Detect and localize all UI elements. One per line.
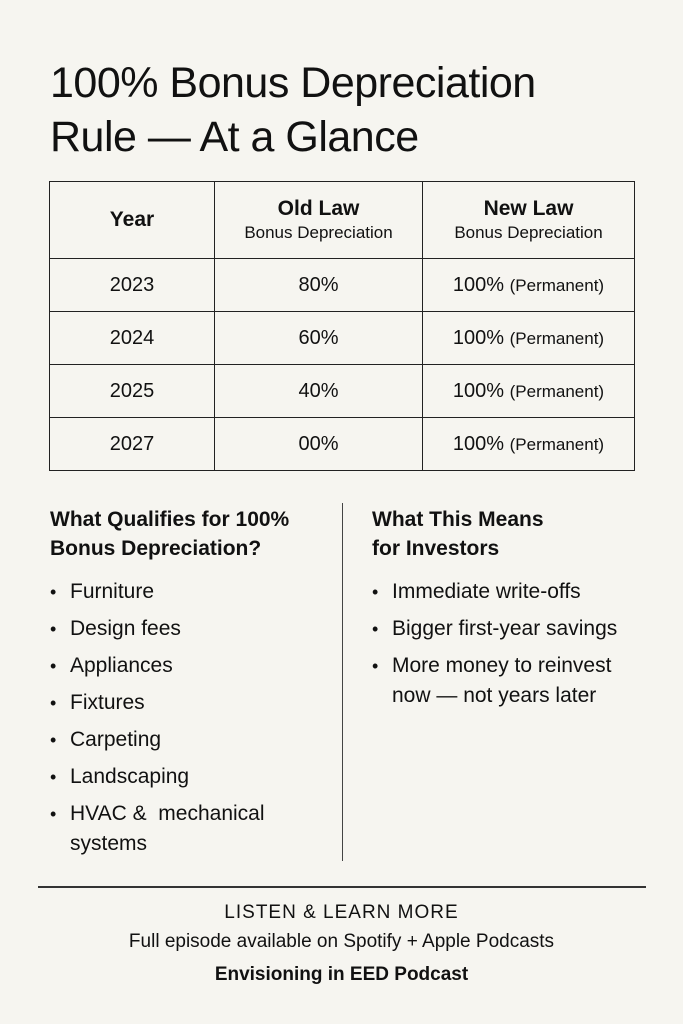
list-item: • Furniture	[50, 577, 335, 607]
list-item: • Design fees	[50, 614, 335, 644]
investors-title: What This Means for Investors	[372, 508, 544, 560]
title-line-2: Rule — At a Glance	[50, 113, 419, 161]
header-old-law	[215, 182, 423, 259]
cell-year: 2025	[50, 365, 215, 418]
cell-old: 60%	[215, 312, 423, 365]
cell-new: 100% (Permanent)	[423, 365, 635, 418]
footer-cta: LISTEN & LEARN MORE	[224, 902, 459, 923]
page-title	[50, 56, 650, 164]
header-old-sub: Bonus Depreciation	[244, 223, 393, 242]
table-row	[50, 418, 635, 471]
table-row	[50, 365, 635, 418]
list-item: • Landscaping	[50, 762, 335, 792]
cell-year: 2027	[50, 418, 215, 471]
list-item: • Carpeting	[50, 725, 335, 755]
cell-old: 00%	[215, 418, 423, 471]
title-line-1: 100% Bonus Depreciation	[50, 59, 536, 107]
column-divider	[342, 503, 343, 861]
qualifies-section	[50, 505, 335, 866]
footer-availability: Full episode available on Spotify + Apple Podcasts	[128, 931, 555, 952]
footer-divider	[38, 886, 646, 888]
header-new-main: New Law	[483, 197, 574, 220]
cell-old: 80%	[215, 259, 423, 312]
qualifies-list	[50, 577, 335, 859]
cell-year: 2023	[50, 259, 215, 312]
list-item: • Appliances	[50, 651, 335, 681]
list-item: • Immediate write-offs	[372, 577, 662, 607]
investors-section	[372, 505, 662, 718]
list-item: • HVAC & mechanical systems	[50, 799, 335, 859]
list-item: • Bigger first-year savings	[372, 614, 662, 644]
investors-list	[372, 577, 662, 711]
qualifies-title: What Qualifies for 100% Bonus Depreciation?	[50, 508, 290, 560]
cell-new: 100% (Permanent)	[423, 418, 635, 471]
footer-podcast-name: Envisioning in EED Podcast	[214, 964, 469, 985]
list-item: • More money to reinvest now — not years later	[372, 651, 642, 711]
header-old-main: Old Law	[277, 197, 360, 220]
table-row	[50, 259, 635, 312]
table-row	[50, 312, 635, 365]
cell-new: 100% (Permanent)	[423, 259, 635, 312]
cell-year: 2024	[50, 312, 215, 365]
header-new-law	[423, 182, 635, 259]
depreciation-table	[49, 181, 635, 471]
table-header-row	[50, 182, 635, 259]
cell-old: 40%	[215, 365, 423, 418]
header-new-sub: Bonus Depreciation	[454, 223, 603, 242]
list-item: • Fixtures	[50, 688, 335, 718]
header-year: Year	[50, 182, 215, 259]
cell-new: 100% (Permanent)	[423, 312, 635, 365]
